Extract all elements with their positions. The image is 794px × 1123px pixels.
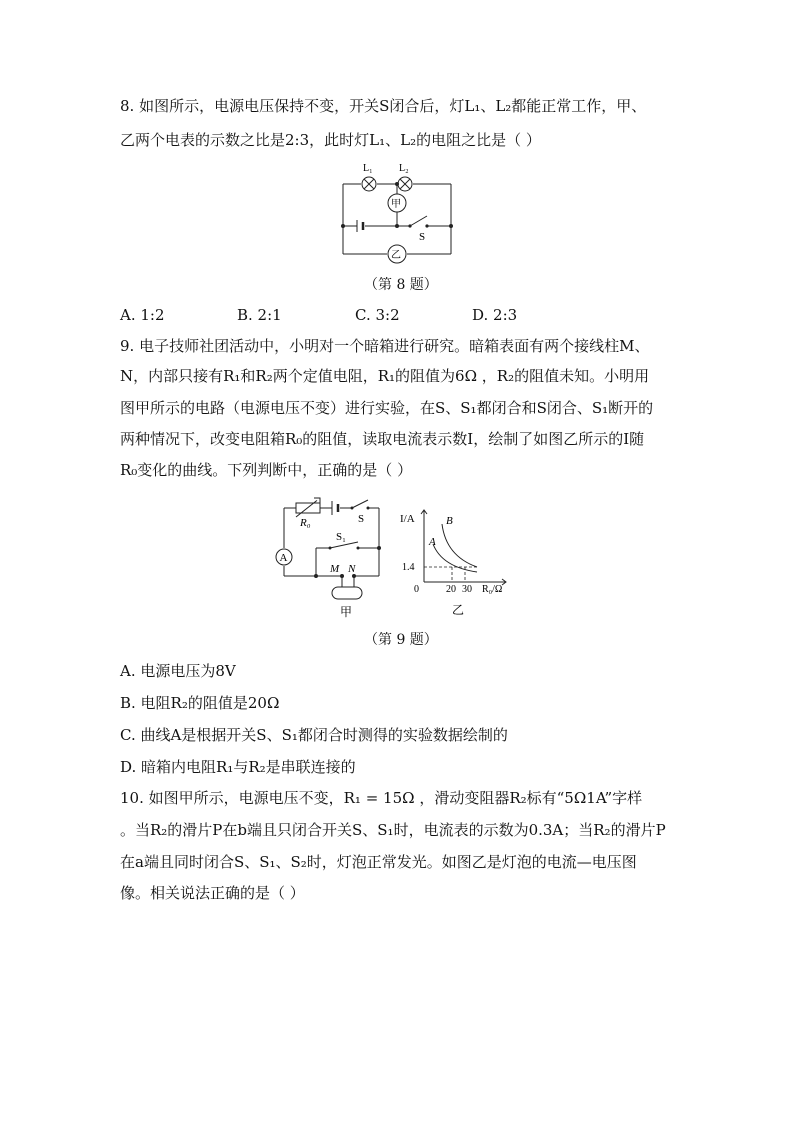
q9-circuit-diagram	[270, 496, 390, 620]
q8-option-b[interactable]: B. 2:1	[237, 306, 282, 324]
dark-box-icon	[332, 587, 362, 599]
q9-option-d[interactable]: D. 暗箱内电阻R₁与R₂是串联连接的	[120, 758, 356, 776]
q9-label-yi: 乙	[452, 603, 465, 617]
q10-text-line-1: 10. 如图甲所示，电源电压不变，R₁ = 15Ω ，滑动变阻器R₂标有“5Ω1A”字样	[120, 789, 643, 807]
q9-label-m: M	[330, 563, 340, 575]
q9-graph-xtick-2: 30	[462, 584, 472, 595]
q9-label-r0: R₀	[300, 517, 311, 529]
q9-option-c[interactable]: C. 曲线A是根据开关S、S₁都闭合时测得的实验数据绘制的	[120, 726, 508, 744]
q8-option-c[interactable]: C. 3:2	[355, 306, 400, 324]
q9-label-n: N	[348, 563, 356, 575]
q9-graph-curve-b-label: B	[446, 515, 453, 527]
q10-text-line-2: 。当R₂的滑片P在b端且只闭合开关S、S₁时，电流表的示数为0.3A；当R₂的滑片P	[120, 821, 666, 839]
q8-text-line-1: 8. 如图所示，电源电压保持不变，开关S闭合后，灯L₁、L₂都能正常工作，甲、	[120, 97, 647, 115]
q8-option-d[interactable]: D. 2:3	[472, 306, 518, 324]
q10-text-line-3: 在a端且同时闭合S、S₁、S₂时，灯泡正常发光。如图乙是灯泡的电流—电压图	[120, 853, 637, 871]
resistor-box-icon	[296, 498, 320, 517]
q9-text-line-4: 两种情况下，改变电阻箱R₀的阻值，读取电流表示数I，绘制了如图乙所示的I随	[120, 430, 645, 448]
q9-option-b[interactable]: B. 电阻R₂的阻值是20Ω	[120, 694, 280, 712]
q9-graph-origin: 0	[414, 584, 419, 595]
ammeter-icon	[276, 549, 292, 565]
q9-text-line-3: 图甲所示的电路（电源电压不变）进行实验，在S、S₁都闭合和S闭合、S₁断开的	[120, 399, 654, 417]
lamp-l2-icon	[398, 177, 412, 191]
q8-label-switch: S	[419, 231, 426, 243]
lamp-l1-icon	[362, 177, 376, 191]
q8-options	[120, 306, 680, 326]
curve-b	[442, 524, 477, 567]
q8-caption: （第 8 题）	[364, 277, 438, 293]
q9-text-line-5: R₀变化的曲线。下列判断中，正确的是（ ）	[120, 461, 413, 479]
curve-a	[433, 544, 477, 572]
q9-text-line-2: N，内部只接有R₁和R₂两个定值电阻，R₁的阻值为6Ω ，R₂的阻值未知。小明用	[120, 367, 650, 385]
q9-label-jia: 甲	[340, 605, 353, 619]
q9-graph-ylabel: I/A	[400, 513, 415, 525]
q9-graph-xtick-1: 20	[446, 584, 456, 595]
q9-text-line-1: 9. 电子技师社团活动中，小明对一个暗箱进行研究。暗箱表面有两个接线柱M、	[120, 337, 650, 355]
battery-icon	[332, 501, 338, 515]
q9-current-graph	[396, 504, 522, 620]
q9-label-ammeter: A	[279, 552, 288, 564]
q8-label-meter-yi: 乙	[391, 250, 401, 261]
q8-option-a[interactable]: A. 1:2	[120, 306, 165, 324]
q9-label-s1: S₁	[336, 531, 346, 543]
q9-graph-curve-a-label: A	[429, 536, 436, 548]
battery-icon	[357, 220, 363, 232]
q9-graph-xlabel: R₀/Ω	[482, 584, 503, 595]
q8-label-l2: L₂	[399, 163, 409, 174]
q8-label-meter-jia: 甲	[391, 199, 401, 210]
q8-circuit-diagram	[335, 160, 460, 265]
q9-option-a[interactable]: A. 电源电压为8V	[120, 662, 236, 680]
q9-caption: （第 9 题）	[364, 632, 438, 648]
q9-label-s: S	[358, 513, 365, 525]
q8-label-l1: L₁	[363, 163, 373, 174]
q9-graph-ytick: 1.4	[402, 562, 415, 573]
q8-text-line-2: 乙两个电表的示数之比是2:3，此时灯L₁、L₂的电阻之比是（ ）	[120, 131, 541, 149]
q10-text-line-4: 像。相关说法正确的是（ ）	[120, 884, 305, 902]
